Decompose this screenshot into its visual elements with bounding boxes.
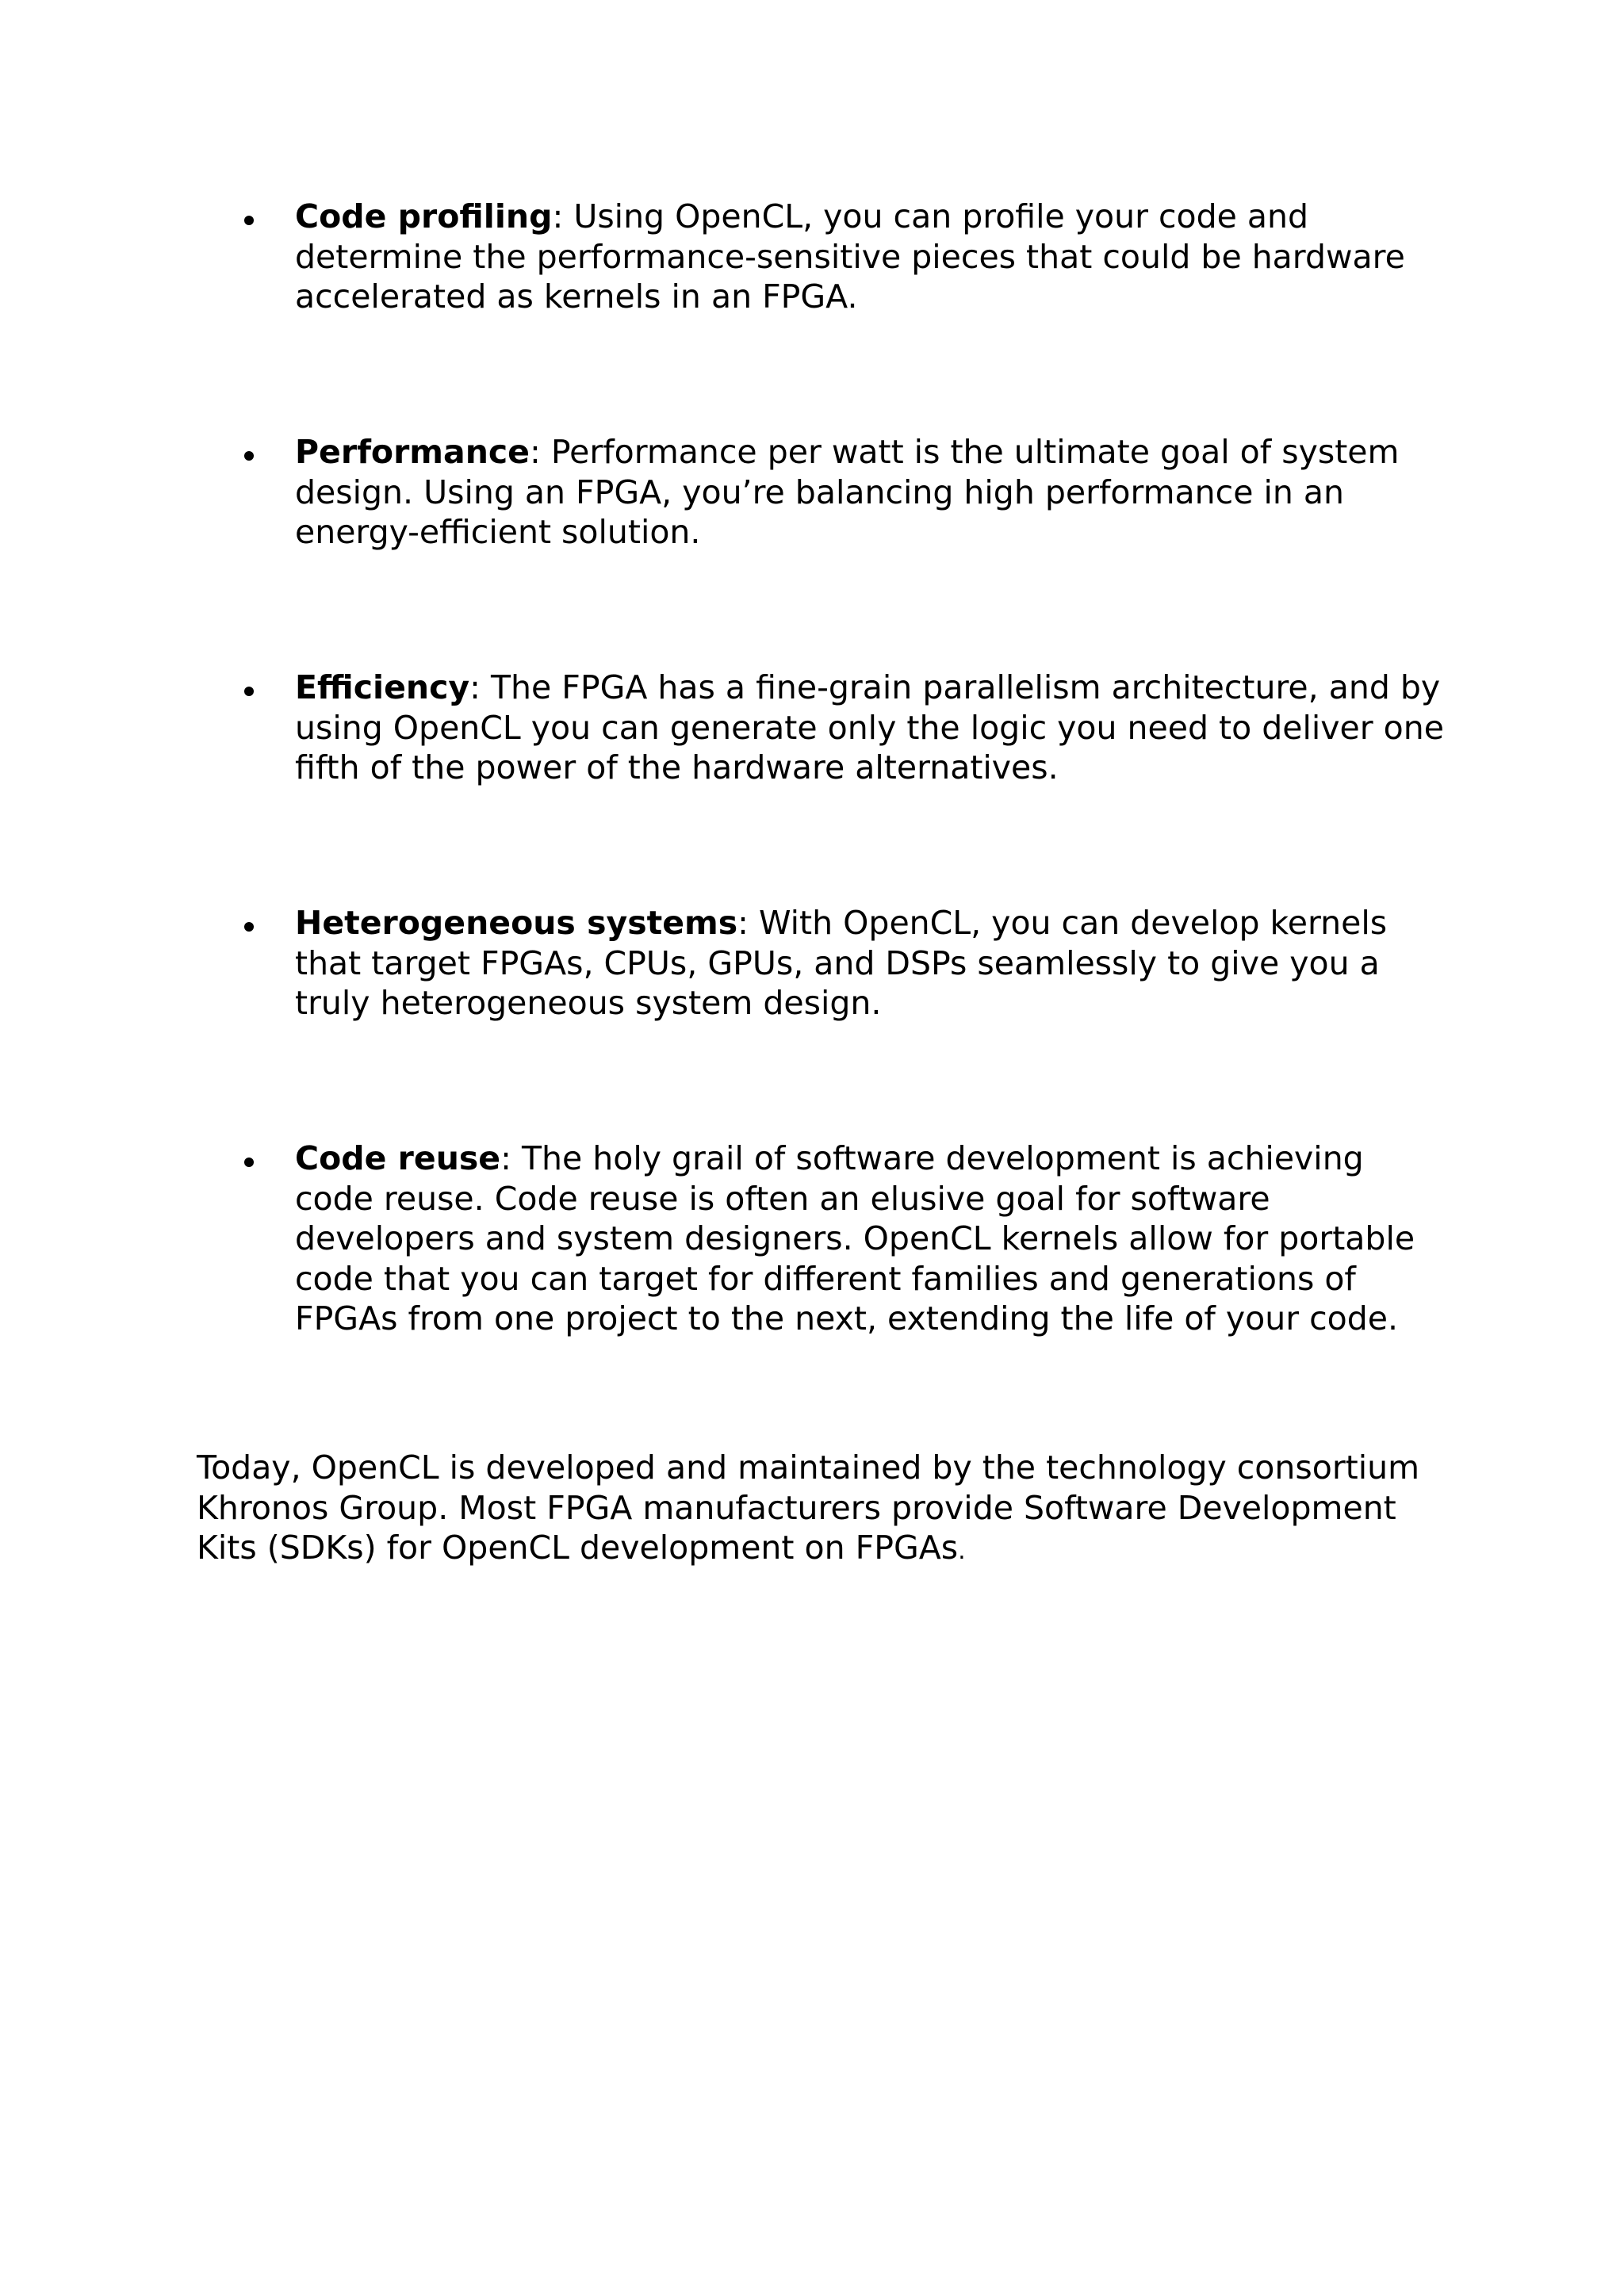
bullet-line-text: : Using OpenCL, you can profile your code and bbox=[552, 197, 1309, 235]
bullet-line: design. Using an FPGA, you’re balancing high performance in an bbox=[295, 473, 1344, 511]
bullet-line: truly heterogeneous system design. bbox=[295, 984, 882, 1022]
closing-period: . bbox=[958, 1537, 966, 1565]
bullet-line bbox=[295, 668, 1484, 708]
bullet-line: energy-efficient solution. bbox=[295, 513, 701, 551]
bullet-line: FPGAs from one project to the next, extending the life of your code. bbox=[295, 1299, 1399, 1337]
bullet-line-text: : Performance per watt is the ultimate goal of system bbox=[530, 433, 1400, 471]
closing-line bbox=[197, 1528, 1505, 1572]
bullet-text bbox=[295, 1138, 1484, 1339]
bullet-line: code reuse. Code reuse is often an elusive goal for software bbox=[295, 1179, 1270, 1218]
bullet-line-text: : The holy grail of software development is achieving bbox=[500, 1139, 1364, 1177]
bullet-text bbox=[295, 197, 1484, 317]
bullet-icon bbox=[244, 687, 254, 696]
bullet-line-text: : With OpenCL, you can develop kernels bbox=[737, 904, 1388, 942]
bullet-line: code that you can target for different families and generations of bbox=[295, 1259, 1356, 1298]
bullet-text bbox=[295, 668, 1484, 788]
bullet-term: Heterogeneous systems bbox=[295, 904, 738, 942]
bullet-line: that target FPGAs, CPUs, GPUs, and DSPs seamlessly to give you a bbox=[295, 943, 1380, 982]
closing-line-text: Kits (SDKs) for OpenCL development on FPGAs bbox=[197, 1529, 959, 1567]
bullet-icon bbox=[244, 216, 254, 225]
bullet-text bbox=[295, 903, 1484, 1024]
bullet-line: developers and system designers. OpenCL kernels allow for portable bbox=[295, 1219, 1415, 1257]
bullet-term: Code profiling bbox=[295, 197, 553, 235]
bullet-text bbox=[295, 432, 1484, 553]
bullet-icon bbox=[244, 451, 254, 461]
bullet-line bbox=[295, 1138, 1484, 1179]
closing-line: Today, OpenCL is developed and maintained by the technology consortium bbox=[197, 1448, 1420, 1487]
bullet-term: Performance bbox=[295, 433, 530, 471]
bullet-icon bbox=[244, 922, 254, 932]
bullet-line: using OpenCL you can generate only the logic you need to deliver one bbox=[295, 708, 1444, 747]
bullet-line: determine the performance-sensitive pieces that could be hardware bbox=[295, 237, 1405, 276]
bullet-line bbox=[295, 903, 1484, 943]
bullet-icon bbox=[244, 1158, 254, 1167]
bullet-line: fifth of the power of the hardware alternatives. bbox=[295, 748, 1059, 786]
bullet-term: Code reuse bbox=[295, 1139, 501, 1177]
bullet-line bbox=[295, 197, 1484, 237]
closing-line: Khronos Group. Most FPGA manufacturers provide Software Development bbox=[197, 1488, 1396, 1527]
bullet-term: Efficiency bbox=[295, 668, 470, 706]
bullet-line-text: : The FPGA has a fine-grain parallelism architecture, and by bbox=[469, 668, 1441, 706]
closing-paragraph bbox=[197, 1448, 1505, 1572]
bullet-line: accelerated as kernels in an FPGA. bbox=[295, 277, 858, 316]
bullet-line bbox=[295, 432, 1484, 473]
